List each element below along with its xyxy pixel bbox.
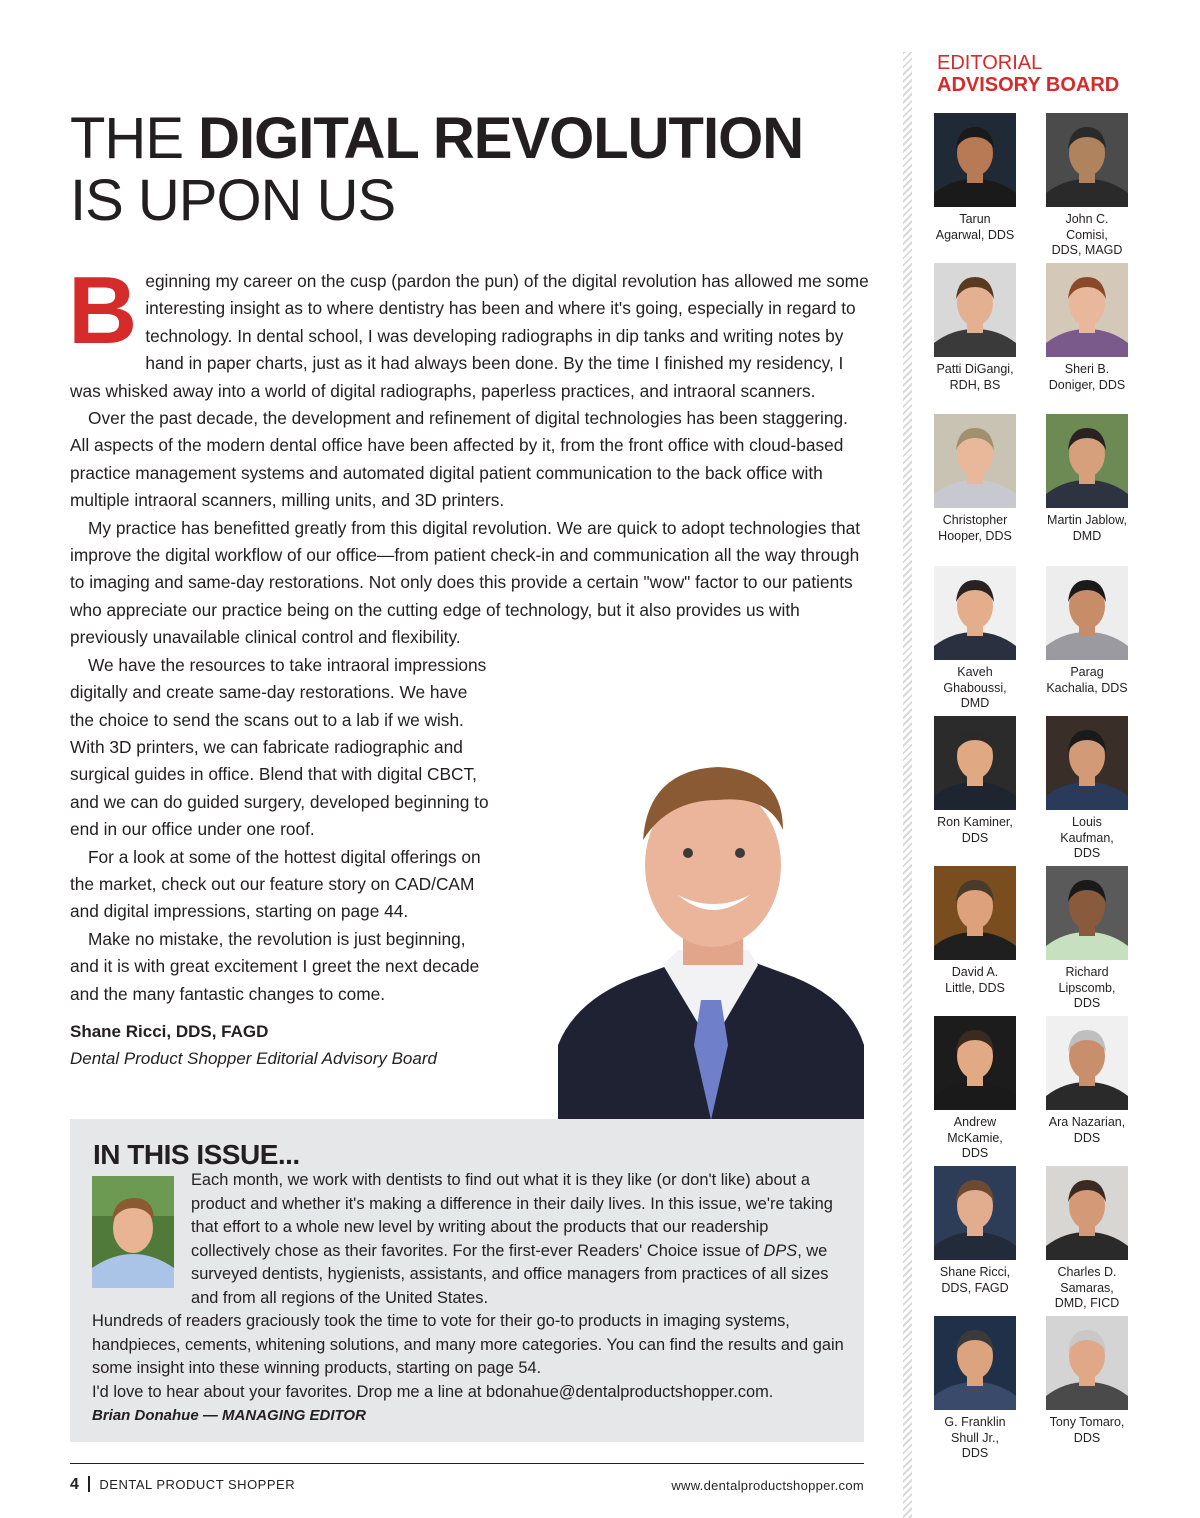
board-member: [919, 263, 1031, 393]
board-member-name-line: Kachalia, DDS: [1046, 680, 1128, 695]
board-member-photo: [934, 1016, 1016, 1110]
board-member: [1031, 263, 1143, 393]
in-this-issue-body: [92, 1169, 852, 1428]
board-member: [919, 1016, 1031, 1162]
issue-publication-abbrev: DPS: [763, 1241, 798, 1260]
board-member-name-line: Shane Ricci,: [939, 1265, 1011, 1279]
board-member-photo: [1046, 1016, 1128, 1110]
board-member-name-line: Tarun: [959, 212, 991, 226]
board-member-photo: [934, 716, 1016, 810]
board-member-name: [919, 513, 1031, 544]
page-number: 4: [70, 1476, 80, 1493]
board-member-name-line: Richard: [1065, 965, 1109, 979]
board-member-photo: [1046, 1166, 1128, 1260]
board-member: [919, 566, 1031, 712]
board-member-photo: [1046, 414, 1128, 508]
board-member: [919, 866, 1031, 996]
board-member-name: [1031, 665, 1143, 696]
board-member-name: [919, 815, 1031, 846]
board-member-name: [1031, 965, 1143, 1012]
board-member-name: [919, 1415, 1031, 1462]
headline-light: THE: [70, 106, 199, 171]
board-member-name-line: Patti DiGangi,: [936, 362, 1014, 376]
issue-signature-separator: —: [198, 1407, 223, 1424]
issue-paragraph-3: I'd love to hear about your favorites. Drop me a line at bdonahue@dentalproductshopper.com.: [92, 1382, 774, 1401]
article-paragraph-6: Make no mistake, the revolution is just beginning, and it is with great excitement I greet the next decade and the many fantastic changes to come.: [70, 928, 480, 1004]
board-member-name: [919, 1115, 1031, 1162]
board-member: [1031, 566, 1143, 696]
board-title-line-2: ADVISORY BOARD: [937, 74, 1120, 96]
board-member: [1031, 1016, 1143, 1146]
board-member: [1031, 866, 1143, 1012]
board-member-name: [919, 362, 1031, 393]
board-member: [919, 414, 1031, 544]
board-member-name: [919, 1265, 1031, 1296]
board-member-name-line: Sheri B.: [1064, 362, 1110, 376]
in-this-issue-title: IN THIS ISSUE...: [93, 1139, 300, 1170]
board-member-name-line: RDH, BS: [949, 377, 1001, 392]
board-member-name-line: DDS, MAGD: [1051, 243, 1123, 257]
headline-line-2: IS UPON US: [70, 168, 396, 233]
drop-cap: B: [68, 257, 138, 364]
board-member-name-line: Kaveh: [957, 665, 993, 679]
author-signature: [70, 1018, 437, 1072]
board-member-name: [1031, 1415, 1143, 1446]
board-member-name-line: DDS: [961, 1146, 989, 1160]
board-member-name-line: DDS: [961, 830, 989, 845]
footer-url: www.dentalproductshopper.com: [671, 1478, 864, 1493]
board-title-line-1: EDITORIAL: [937, 52, 1043, 74]
board-member: [919, 113, 1031, 243]
board-title: [937, 52, 1119, 96]
board-member-photo: [1046, 866, 1128, 960]
board-member-name-line: Ron Kaminer,: [937, 815, 1013, 829]
board-member-name-line: Tony Tomaro,: [1049, 1415, 1125, 1429]
board-member-name-line: Louis: [1072, 815, 1102, 829]
board-member-photo: [934, 414, 1016, 508]
article-paragraph-1: [68, 257, 870, 405]
board-member-name: [1031, 362, 1143, 393]
board-member-name-line: Comisi,: [1066, 227, 1108, 242]
board-member: [1031, 414, 1143, 544]
footer-rule: [70, 1463, 864, 1464]
article-paragraph-3: My practice has benefitted greatly from this digital revolution. We are quick to adopt technologies that improve the digital workflow of our office—from patient check-in and communication all the way through to imaging and same-day restorations. Not only does this provide a certain "wow" factor to our patients who appreciate our practice being on the cutting edge of technology, but it also provides us with previously unavailable clinical control and flexibility.: [70, 517, 860, 648]
board-member: [1031, 716, 1143, 862]
board-member-name-line: Ara Nazarian,: [1048, 1115, 1126, 1129]
board-member-photo: [1046, 566, 1128, 660]
issue-signature-role: MANAGING EDITOR: [222, 1407, 366, 1424]
board-member-name-line: Lipscomb,: [1058, 980, 1116, 995]
board-member-photo: [1046, 1316, 1128, 1410]
board-member-name-line: David A.: [951, 965, 999, 979]
author-name: Shane Ricci, DDS, FAGD: [70, 1022, 269, 1041]
headline: [70, 108, 890, 232]
board-member: [1031, 1166, 1143, 1312]
board-member-name: [1031, 1115, 1143, 1146]
board-member-name: [1031, 815, 1143, 862]
board-member-photo: [934, 113, 1016, 207]
issue-paragraph-1-a: Each month, we work with dentists to find out what it is they like (or don't like) about a product and whether it's making a difference in their daily lives. In this issue, we're taking that effort to a whole new level by writing about the products that our readership collectively chose as their favorites. For the first-ever Readers' Choice issue of: [191, 1171, 833, 1260]
board-member-photo: [934, 1316, 1016, 1410]
board-member-name-line: DMD: [1072, 528, 1102, 543]
board-member-name-line: Andrew: [953, 1115, 997, 1129]
board-member-photo: [934, 263, 1016, 357]
issue-paragraph-2: Hundreds of readers graciously took the time to vote for their go-to products in imaging systems, handpieces, cements, whitening solutions, and many more categories. You can find the results and gain some insight into these winning products, starting on page 54.: [92, 1312, 844, 1377]
board-member-name-line: Hooper, DDS: [938, 528, 1012, 543]
issue-paragraph-1: [191, 1169, 852, 1310]
board-member-name-line: Charles D.: [1057, 1265, 1117, 1279]
article-paragraph-2: Over the past decade, the development and refinement of digital technologies has been staggering. All aspects of the modern dental office have been affected by it, from the front office with cloud-based practice management systems and automated digital patient communication to the back office with multiple intraoral scanners, milling units, and 3D printers.: [70, 408, 848, 511]
board-member-name-line: DMD: [960, 696, 990, 710]
board-member-name: [1031, 513, 1143, 544]
board-member-name-line: G. Franklin: [944, 1415, 1006, 1429]
board-member-name-line: Agarwal, DDS: [935, 227, 1015, 242]
board-member-photo: [1046, 263, 1128, 357]
board-member-name-line: DDS: [1073, 1430, 1101, 1445]
board-member-photo: [934, 866, 1016, 960]
board-member-name-line: DDS, FAGD: [941, 1280, 1009, 1295]
headline-bold: DIGITAL REVOLUTION: [198, 106, 804, 171]
board-member-name-line: John C.: [1065, 212, 1109, 226]
board-member-name: [919, 965, 1031, 996]
board-member-photo: [1046, 113, 1128, 207]
board-member: [919, 1316, 1031, 1462]
board-member-photo: [934, 1166, 1016, 1260]
article-paragraph-1-text: eginning my career on the cusp (pardon the pun) of the digital revolution has allowed me some interesting insight as to where dentistry has been and where it's going, especially in regard to technology. In dental school, I was developing radiographs in dip tanks and writing notes by hand in paper charts, just as it had always been done. By the time I finished my residency, I was whisked away into a world of digital radiographs, paperless practices, and intraoral scanners.: [70, 271, 869, 401]
issue-signature: [92, 1404, 852, 1428]
board-member-name-line: Kaufman,: [1060, 830, 1114, 845]
issue-signature-name: Brian Donahue: [92, 1407, 199, 1424]
board-member-photo: [1046, 716, 1128, 810]
board-member-name: [919, 665, 1031, 712]
board-member-name-line: Ghaboussi,: [943, 680, 1007, 695]
board-member-name-line: McKamie,: [947, 1130, 1003, 1145]
board-member-name-line: Samaras,: [1060, 1280, 1114, 1295]
board-member-name-line: DDS: [1073, 1130, 1101, 1145]
board-member-name-line: Martin Jablow,: [1047, 513, 1127, 527]
board-member-name: [1031, 1265, 1143, 1312]
board-member: [919, 716, 1031, 846]
headline-line-1: [70, 108, 890, 170]
publication-name: DENTAL PRODUCT SHOPPER: [99, 1477, 296, 1492]
board-member-name-line: Shull Jr.,: [951, 1430, 999, 1445]
board-member-name: [919, 212, 1031, 243]
board-member: [1031, 1316, 1143, 1446]
board-member: [919, 1166, 1031, 1296]
board-member-name: [1031, 212, 1143, 259]
article-paragraph-5: For a look at some of the hottest digital offerings on the market, check out our feature story on CAD/CAM and digital impressions, starting on page 44.: [70, 846, 481, 922]
footer-separator: [88, 1476, 90, 1492]
in-this-issue-box: [70, 1119, 864, 1442]
board-member-name-line: DDS: [1073, 996, 1101, 1010]
article-paragraph-4: We have the resources to take intraoral impressions digitally and create same-day restorations. We have the choice to send the scans out to a lab if we wish. With 3D printers, we can fabricate radiographic and surgical guides in office. Blend that with digital CBCT, and we can do guided surgery, developed beginning to end in our office under one roof.: [70, 654, 489, 840]
board-member-name-line: DDS: [1073, 846, 1101, 860]
sidebar-stripe: [903, 52, 912, 1518]
footer-left: [70, 1476, 295, 1494]
board-member-name-line: Little, DDS: [945, 980, 1005, 995]
board-member-photo: [934, 566, 1016, 660]
author-portrait: [558, 745, 864, 1120]
author-role: Dental Product Shopper Editorial Advisory Board: [70, 1049, 437, 1068]
board-member-name-line: Parag: [1070, 665, 1104, 679]
board-member-name-line: DDS: [961, 1446, 989, 1460]
issue-paragraph-1-b: , we surveyed dentists, hygienists, assistants, and office managers from practices of all sizes and from all regions of the United States.: [191, 1241, 829, 1307]
board-member-name-line: DMD, FICD: [1054, 1296, 1120, 1310]
board-member: [1031, 113, 1143, 259]
board-member-name-line: Doniger, DDS: [1048, 377, 1126, 392]
board-member-name-line: Christopher: [942, 513, 1008, 527]
